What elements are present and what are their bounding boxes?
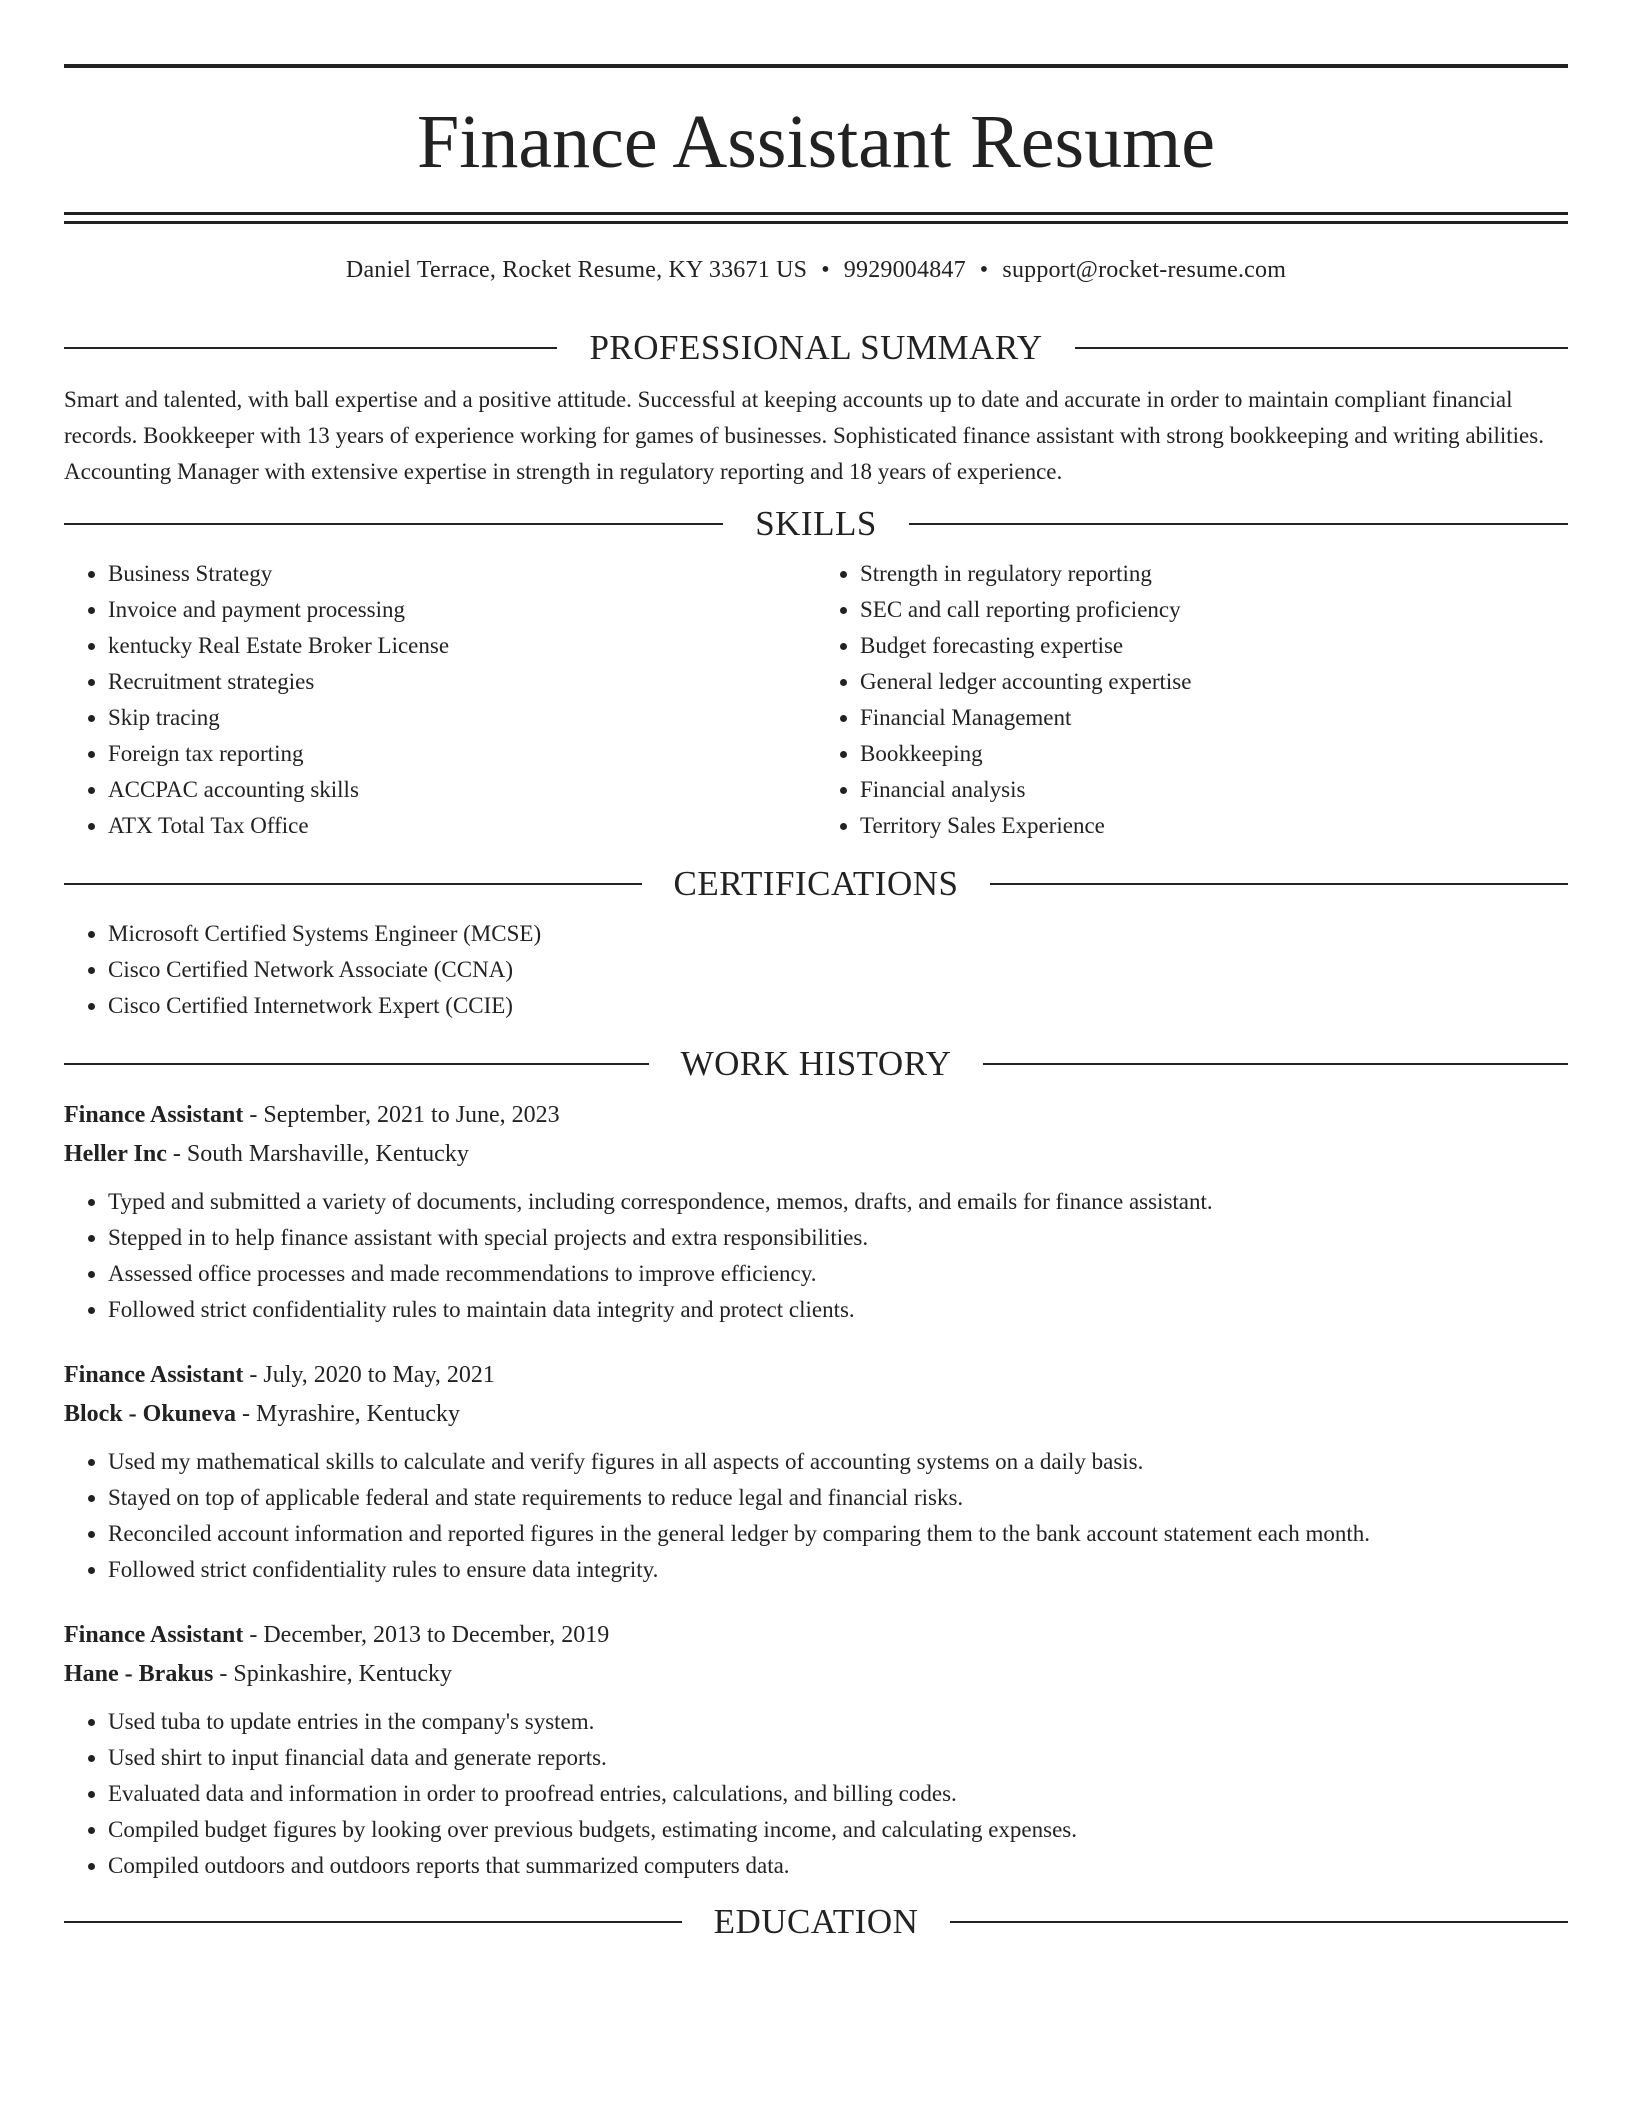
resume-title: Finance Assistant Resume — [417, 100, 1215, 184]
contact-separator: • — [979, 257, 989, 283]
divider — [909, 523, 1568, 525]
section-title: PROFESSIONAL SUMMARY — [589, 328, 1043, 367]
job-company-line — [64, 1135, 1568, 1174]
job-bullet: • Typed and submitted a variety of documents, including correspondence, memos, drafts, and emails for finance assistant. — [108, 1184, 1568, 1220]
job-bullet: • Followed strict confidentiality rules to maintain data integrity and protect clients. — [108, 1292, 1568, 1328]
skill-item: • ACCPAC accounting skills — [108, 772, 816, 808]
skill-item: • Bookkeeping — [860, 736, 1568, 772]
divider — [1075, 347, 1568, 349]
certification-item: • Cisco Certified Network Associate (CCNA) — [108, 952, 1568, 988]
skill-item: • Budget forecasting expertise — [860, 628, 1568, 664]
top-rule — [64, 64, 1568, 68]
job-entry — [64, 1096, 1568, 1328]
job-title-line — [64, 1096, 1568, 1135]
certifications-list — [64, 916, 1568, 1024]
job-bullet: • Stayed on top of applicable federal and state requirements to reduce legal and financial risks. — [108, 1480, 1568, 1516]
section-heading-education — [64, 1902, 1568, 1942]
job-bullet: • Used my mathematical skills to calculate and verify figures in all aspects of accounting systems on a daily basis. — [108, 1444, 1568, 1480]
contact-address: Daniel Terrace, Rocket Resume, KY 33671 US — [345, 257, 808, 283]
skills-column-left — [64, 556, 816, 844]
job-entry — [64, 1616, 1568, 1884]
job-bullet: • Used shirt to input financial data and generate reports. — [108, 1740, 1568, 1776]
job-bullet: • Reconciled account information and reported figures in the general ledger by comparing them to the bank account statement each month. — [108, 1516, 1568, 1552]
divider — [64, 1063, 649, 1065]
contact-phone: 9929004847 — [843, 257, 966, 283]
section-title: EDUCATION — [713, 1902, 919, 1941]
divider — [950, 1921, 1568, 1923]
skill-item: • SEC and call reporting proficiency — [860, 592, 1568, 628]
job-location: - Myrashire, Kentucky — [236, 1401, 460, 1427]
skill-item: • Financial analysis — [860, 772, 1568, 808]
contact-email: support@rocket-resume.com — [1002, 257, 1287, 283]
skill-item: • Skip tracing — [108, 700, 816, 736]
section-heading-certifications — [64, 864, 1568, 904]
job-title: Finance Assistant — [64, 1622, 244, 1648]
divider — [983, 1063, 1568, 1065]
section-heading-skills — [64, 504, 1568, 544]
section-title: CERTIFICATIONS — [673, 864, 959, 903]
job-bullet: • Evaluated data and information in order to proofread entries, calculations, and billing codes. — [108, 1776, 1568, 1812]
job-title: Finance Assistant — [64, 1102, 244, 1128]
job-location: - South Marshaville, Kentucky — [166, 1141, 469, 1167]
section-heading-work-history — [64, 1044, 1568, 1084]
job-dates: - September, 2021 to June, 2023 — [243, 1102, 560, 1128]
skill-item: • Recruitment strategies — [108, 664, 816, 700]
divider — [64, 1921, 682, 1923]
job-title-line — [64, 1356, 1568, 1395]
divider — [64, 523, 723, 525]
contact-separator: • — [821, 257, 830, 283]
skill-item: • Strength in regulatory reporting — [860, 556, 1568, 592]
section-heading-summary — [64, 328, 1568, 368]
section-title: SKILLS — [755, 504, 877, 543]
job-company: Hane - Brakus — [64, 1661, 214, 1687]
job-title: Finance Assistant — [64, 1362, 244, 1388]
job-bullet: • Compiled budget figures by looking over previous budgets, estimating income, and calculating expenses. — [108, 1812, 1568, 1848]
skill-item: • Financial Management — [860, 700, 1568, 736]
job-entry — [64, 1356, 1568, 1588]
job-dates: - July, 2020 to May, 2021 — [243, 1362, 495, 1388]
job-bullet: • Followed strict confidentiality rules to ensure data integrity. — [108, 1552, 1568, 1588]
job-bullet: • Compiled outdoors and outdoors reports that summarized computers data. — [108, 1848, 1568, 1884]
skills-list — [64, 556, 1568, 844]
job-bullet: • Stepped in to help finance assistant with special projects and extra responsibilities. — [108, 1220, 1568, 1256]
certification-item: • Microsoft Certified Systems Engineer (MCSE) — [108, 916, 1568, 952]
skill-item: • General ledger accounting expertise — [860, 664, 1568, 700]
skill-item: • kentucky Real Estate Broker License — [108, 628, 816, 664]
skill-item: • ATX Total Tax Office — [108, 808, 816, 844]
skill-item: • Business Strategy — [108, 556, 816, 592]
title-double-rule — [64, 212, 1568, 224]
contact-line — [64, 257, 1568, 284]
section-title: WORK HISTORY — [680, 1044, 952, 1083]
job-company: Heller Inc — [64, 1141, 167, 1167]
job-location: - Spinkashire, Kentucky — [213, 1661, 452, 1687]
skill-item: • Foreign tax reporting — [108, 736, 816, 772]
skill-item: • Invoice and payment processing — [108, 592, 816, 628]
job-company-line — [64, 1655, 1568, 1694]
job-title-line — [64, 1616, 1568, 1655]
divider — [64, 347, 557, 349]
job-bullet: • Used tuba to update entries in the company's system. — [108, 1704, 1568, 1740]
job-bullet: • Assessed office processes and made recommendations to improve efficiency. — [108, 1256, 1568, 1292]
divider — [990, 883, 1568, 885]
job-dates: - December, 2013 to December, 2019 — [243, 1622, 610, 1648]
job-company: Block - Okuneva — [64, 1401, 237, 1427]
certification-item: • Cisco Certified Internetwork Expert (CCIE) — [108, 988, 1568, 1024]
skill-item: • Territory Sales Experience — [860, 808, 1568, 844]
summary-text: Smart and talented, with ball expertise and a positive attitude. Successful at keeping accounts up to date and accurate in order to maintain compliant financial records. Bookkeeper with 13 years of experience working for games of businesses. Sophisticated finance assistant with strong bookkeeping and writing abilities. Accounting Manager with extensive expertise in strength in regulatory reporting and 18 years of experience. — [64, 387, 1544, 484]
skills-column-right — [816, 556, 1568, 844]
job-company-line — [64, 1395, 1568, 1434]
divider — [64, 883, 642, 885]
